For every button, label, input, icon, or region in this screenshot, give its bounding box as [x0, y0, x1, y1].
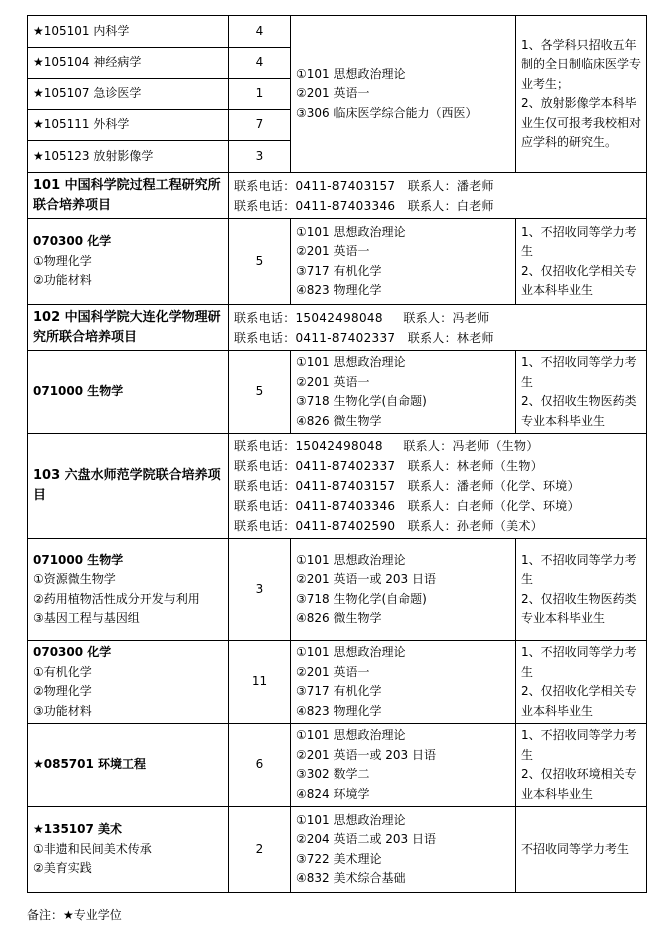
contact-line: 联系电话：0411-87402337 联系人：林老师（生物） [234, 459, 543, 473]
remark-text: 1、不招收同等学力考生 2、仅招收化学相关专业本科毕业生 [521, 645, 637, 718]
exam-item: ④823 物理化学 [296, 703, 382, 718]
major-cell [28, 724, 229, 807]
exam-item: ①101 思想政治理论 [296, 224, 406, 239]
remark-cell [516, 724, 647, 807]
exam-subjects-cell [291, 219, 516, 305]
exam-item: ③722 美术理论 [296, 851, 382, 866]
major-cell: ★105123 放射影像学 [28, 141, 229, 173]
project-title: 102 中国科学院大连化学物理研究所联合培养项目 [28, 305, 229, 351]
remark-cell [516, 16, 647, 173]
count-cell: 7 [229, 110, 291, 141]
exam-item: ①101 思想政治理论 [296, 645, 406, 659]
exam-item: ①101 思想政治理论 [296, 728, 406, 742]
direction-item: ②美育实践 [33, 861, 92, 876]
exam-subjects-cell [291, 539, 516, 641]
remark-text: 不招收同等学力考生 [521, 841, 630, 856]
major-cell: ★105111 外科学 [28, 110, 229, 141]
remark-cell [516, 641, 647, 724]
contact-line: 联系电话：0411-87402337 联系人：林老师 [234, 330, 494, 345]
remark-text: 1、各学科只招收五年制的全日制临床医学专业考生； 2、放射影像学本科毕业生仅可报考我校相对应学科的研究生。 [521, 37, 642, 149]
direction-item: ①非遗和民间美术传承 [33, 841, 152, 856]
major-cell [28, 641, 229, 724]
admissions-table [27, 15, 647, 893]
contact-line: 联系电话：0411-87403346 联系人：白老师（化学、环境） [234, 499, 580, 513]
major-cell [28, 807, 229, 893]
project-title: 103 六盘水师范学院联合培养项目 [28, 434, 229, 539]
direction-item: ①有机化学 [33, 664, 92, 679]
major-cell: ★105104 神经病学 [28, 48, 229, 79]
exam-item: ②204 英语二或 203 日语 [296, 832, 437, 846]
exam-item: ②201 英语一或 203 日语 [296, 572, 437, 586]
major-code: 071000 生物学 [33, 552, 124, 567]
count-cell: 4 [229, 16, 291, 48]
exam-item: ③718 生物化学(自命题) [296, 591, 427, 606]
major-cell [28, 219, 229, 305]
remark-cell [516, 351, 647, 434]
remark-text: 1、不招收同等学力考生 2、仅招收生物医药类专业本科毕业生 [521, 552, 637, 625]
exam-item: ③718 生物化学(自命题) [296, 394, 427, 408]
exam-item: ②201 英语一 [296, 374, 370, 389]
contact-line: 联系电话：15042498048 联系人：冯老师 [234, 310, 490, 325]
exam-item: ②201 英语一或 203 日语 [296, 747, 437, 762]
count-cell: 2 [229, 807, 291, 893]
exam-item: ①101 思想政治理论 [296, 66, 406, 81]
contact-line: 联系电话：0411-87403157 联系人：潘老师（化学、环境） [234, 479, 580, 493]
major-code: 071000 生物学 [33, 384, 124, 399]
count-cell: 1 [229, 79, 291, 110]
direction-item: ①物理化学 [33, 253, 92, 268]
exam-item: ③306 临床医学综合能力（西医） [296, 105, 478, 120]
footnote: 备注：★专业学位 [27, 908, 122, 922]
exam-item: ①101 思想政治理论 [296, 355, 406, 369]
exam-item: ④832 美术综合基础 [296, 871, 406, 885]
exam-subjects-cell [291, 724, 516, 807]
direction-item: ③功能材料 [33, 703, 92, 718]
exam-subjects-cell [291, 351, 516, 434]
count-cell: 4 [229, 48, 291, 79]
direction-item: ②功能材料 [33, 273, 92, 288]
direction-item: ②物理化学 [33, 684, 92, 698]
contact-cell [229, 173, 647, 219]
project-title: 101 中国科学院过程工程研究所联合培养项目 [28, 173, 229, 219]
major-code: ★135107 美术 [33, 822, 123, 837]
major-code: 070300 化学 [33, 645, 112, 659]
remark-cell [516, 539, 647, 641]
exam-item: ④824 环境学 [296, 786, 370, 801]
exam-item: ④823 物理化学 [296, 283, 382, 297]
count-cell: 3 [229, 141, 291, 173]
contact-line: 联系电话：0411-87403346 联系人：白老师 [234, 198, 494, 213]
major-cell: ★105107 急诊医学 [28, 79, 229, 110]
exam-item: ④826 微生物学 [296, 413, 382, 428]
exam-item: ②201 英语一 [296, 86, 370, 101]
remark-cell [516, 807, 647, 893]
major-cell [28, 539, 229, 641]
contact-line: 联系电话：0411-87402590 联系人：孙老师（美术） [234, 519, 543, 533]
exam-subjects-cell [291, 16, 516, 173]
contact-cell [229, 434, 647, 539]
major-cell: ★105101 内科学 [28, 16, 229, 48]
contact-line: 联系电话：15042498048 联系人：冯老师（生物） [234, 439, 539, 453]
direction-item: ③基因工程与基因组 [33, 611, 140, 625]
major-cell [28, 351, 229, 434]
count-cell: 5 [229, 219, 291, 305]
count-cell: 3 [229, 539, 291, 641]
contact-line: 联系电话：0411-87403157 联系人：潘老师 [234, 178, 494, 193]
major-code: ★085701 环境工程 [33, 757, 147, 772]
count-cell: 11 [229, 641, 291, 724]
contact-cell [229, 305, 647, 351]
direction-item: ①资源微生物学 [33, 572, 116, 586]
exam-item: ①101 思想政治理论 [296, 552, 406, 567]
count-cell: 5 [229, 351, 291, 434]
exam-item: ①101 思想政治理论 [296, 812, 406, 827]
exam-item: ③717 有机化学 [296, 263, 382, 278]
remark-text: 1、不招收同等学力考生 2、仅招收化学相关专业本科毕业生 [521, 224, 637, 297]
exam-subjects-cell [291, 641, 516, 724]
exam-subjects-cell [291, 807, 516, 893]
remark-cell [516, 219, 647, 305]
major-code: 070300 化学 [33, 234, 112, 249]
exam-item: ③717 有机化学 [296, 684, 382, 698]
count-cell: 6 [229, 724, 291, 807]
exam-item: ③302 数学二 [296, 767, 370, 781]
exam-item: ④826 微生物学 [296, 611, 382, 625]
remark-text: 1、不招收同等学力考生 2、仅招收生物医药类专业本科毕业生 [521, 355, 637, 428]
exam-item: ②201 英语一 [296, 664, 370, 679]
remark-text: 1、不招收同等学力考生 2、仅招收环境相关专业本科毕业生 [521, 728, 637, 801]
direction-item: ②药用植物活性成分开发与利用 [33, 591, 200, 606]
exam-item: ②201 英语一 [296, 244, 370, 258]
